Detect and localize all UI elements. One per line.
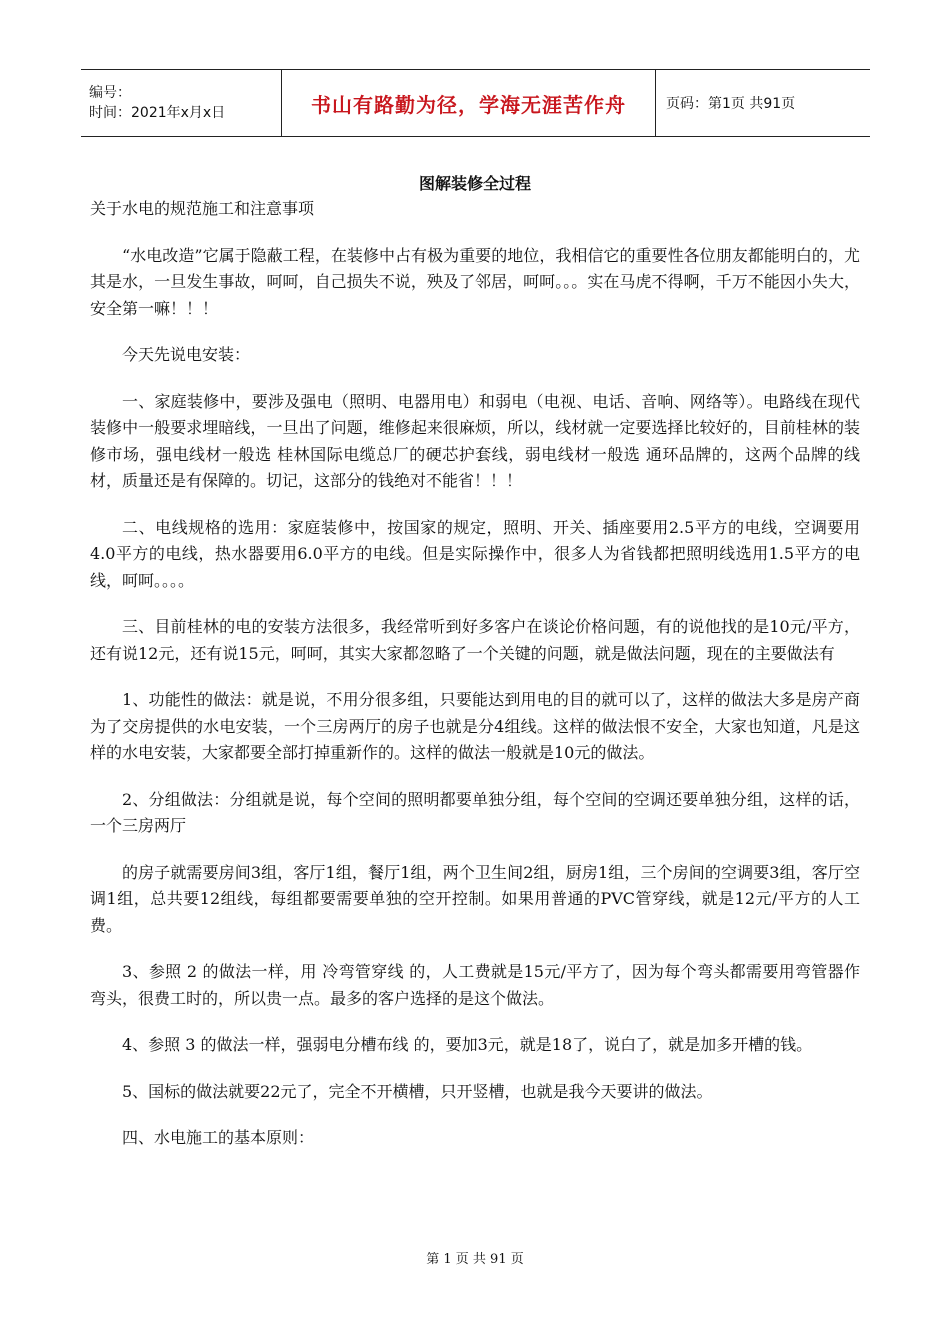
header-page-cell	[656, 70, 870, 136]
motto-text: 书山有路勤为径，学海无涯苦作舟	[311, 92, 626, 117]
paragraph-method-2: 2、分组做法：分组就是说，每个空间的照明都要单独分组，每个空间的空调还要单独分组，这样的话，一个三房两厅	[90, 789, 860, 835]
paragraph-electric-intro: 今天先说电安装：	[122, 345, 251, 364]
paragraph-method-1: 1、功能性的做法：就是说，不用分很多组，只要能达到用电的目的就可以了，这样的做法大多是房产商为了交房提供的水电安装，一个三房两厅的房子也就是分4组线。这样的做法恨不安全，大家也知道，凡是这样的水电安装，大家都要全部打掉重新作的。这样的做法一般就是10元的做法。	[90, 690, 860, 762]
paragraph-section-4: 四、水电施工的基本原则：	[122, 1128, 315, 1147]
time-label: 时间：2021年x月x日	[89, 105, 226, 121]
paragraph-method-2-continued: 的房子就需要房间3组，客厅1组，餐厅1组，两个卫生间2组，厨房1组，三个房间的空调要3组，客厅空调1组，总共要12组线，每组都要需要单独的空开控制。如果用普通的PVC管穿线，就是12元/平方的人工费。	[90, 862, 860, 935]
document-body	[90, 196, 860, 1172]
header-motto-cell	[281, 70, 656, 136]
paragraph-intro: “水电改造”它属于隐蔽工程，在装修中占有极为重要的地位，我相信它的重要性各位朋友都能明白的，尤其是水，一旦发生事故，呵呵，自己损失不说，殃及了邻居，呵呵。。。实在马虎不得啊，千万不能因小失大，安全第一嘛！！！	[90, 245, 860, 318]
number-label: 编号：	[89, 85, 131, 101]
paragraph-method-3: 3、参照 2 的做法一样，用 冷弯管穿线 的，人工费就是15元/平方了，因为每个弯头都需要用弯管器作弯头，很费工时的，所以贵一点。最多的客户选择的是这个做法。	[90, 962, 860, 1008]
document-subtitle: 关于水电的规范施工和注意事项	[90, 199, 315, 218]
paragraph-method-4: 4、参照 3 的做法一样，强弱电分槽布线 的，要加3元，就是18了，说白了，就是加多开槽的钱。	[122, 1035, 813, 1054]
page-footer: 第 1 页 共 91 页	[426, 1252, 524, 1267]
header-left-cell	[81, 70, 281, 136]
page-info: 页码：第1页 共91页	[666, 96, 796, 112]
header-table	[81, 69, 870, 137]
paragraph-section-2: 二、电线规格的选用：家庭装修中，按国家的规定，照明、开关、插座要用2.5平方的电线，空调要用4.0平方的电线，热水器要用6.0平方的电线。但是实际操作中，很多人为省钱都把照明线选用1.5平方的电线，呵呵。。。。	[90, 517, 860, 590]
paragraph-method-5: 5、国标的做法就要22元了，完全不开横槽，只开竖槽，也就是我今天要讲的做法。	[122, 1081, 713, 1101]
paragraph-section-1: 一、家庭装修中，要涉及强电（照明、电器用电）和弱电（电视、电话、音响、网络等）。电路线在现代装修中一般要求埋暗线，一旦出了问题，维修起来很麻烦，所以，线材就一定要选择比较好的，目前桂林的装修市场，强电线材一般选 桂林国际电缆总厂的硬芯护套线，弱电线材一般选 通环品牌的，这两个品牌的线材，质量还是有保障的。切记，这部分的钱绝对不能省！！！	[90, 391, 860, 490]
document-title: 图解装修全过程	[418, 174, 531, 193]
paragraph-section-3: 三、目前桂林的电的安装方法很多，我经常听到好多客户在谈论价格问题，有的说他找的是10元/平方，还有说12元，还有说15元，呵呵，其实大家都忽略了一个关键的问题，就是做法问题，现在的主要做法有	[90, 617, 860, 663]
